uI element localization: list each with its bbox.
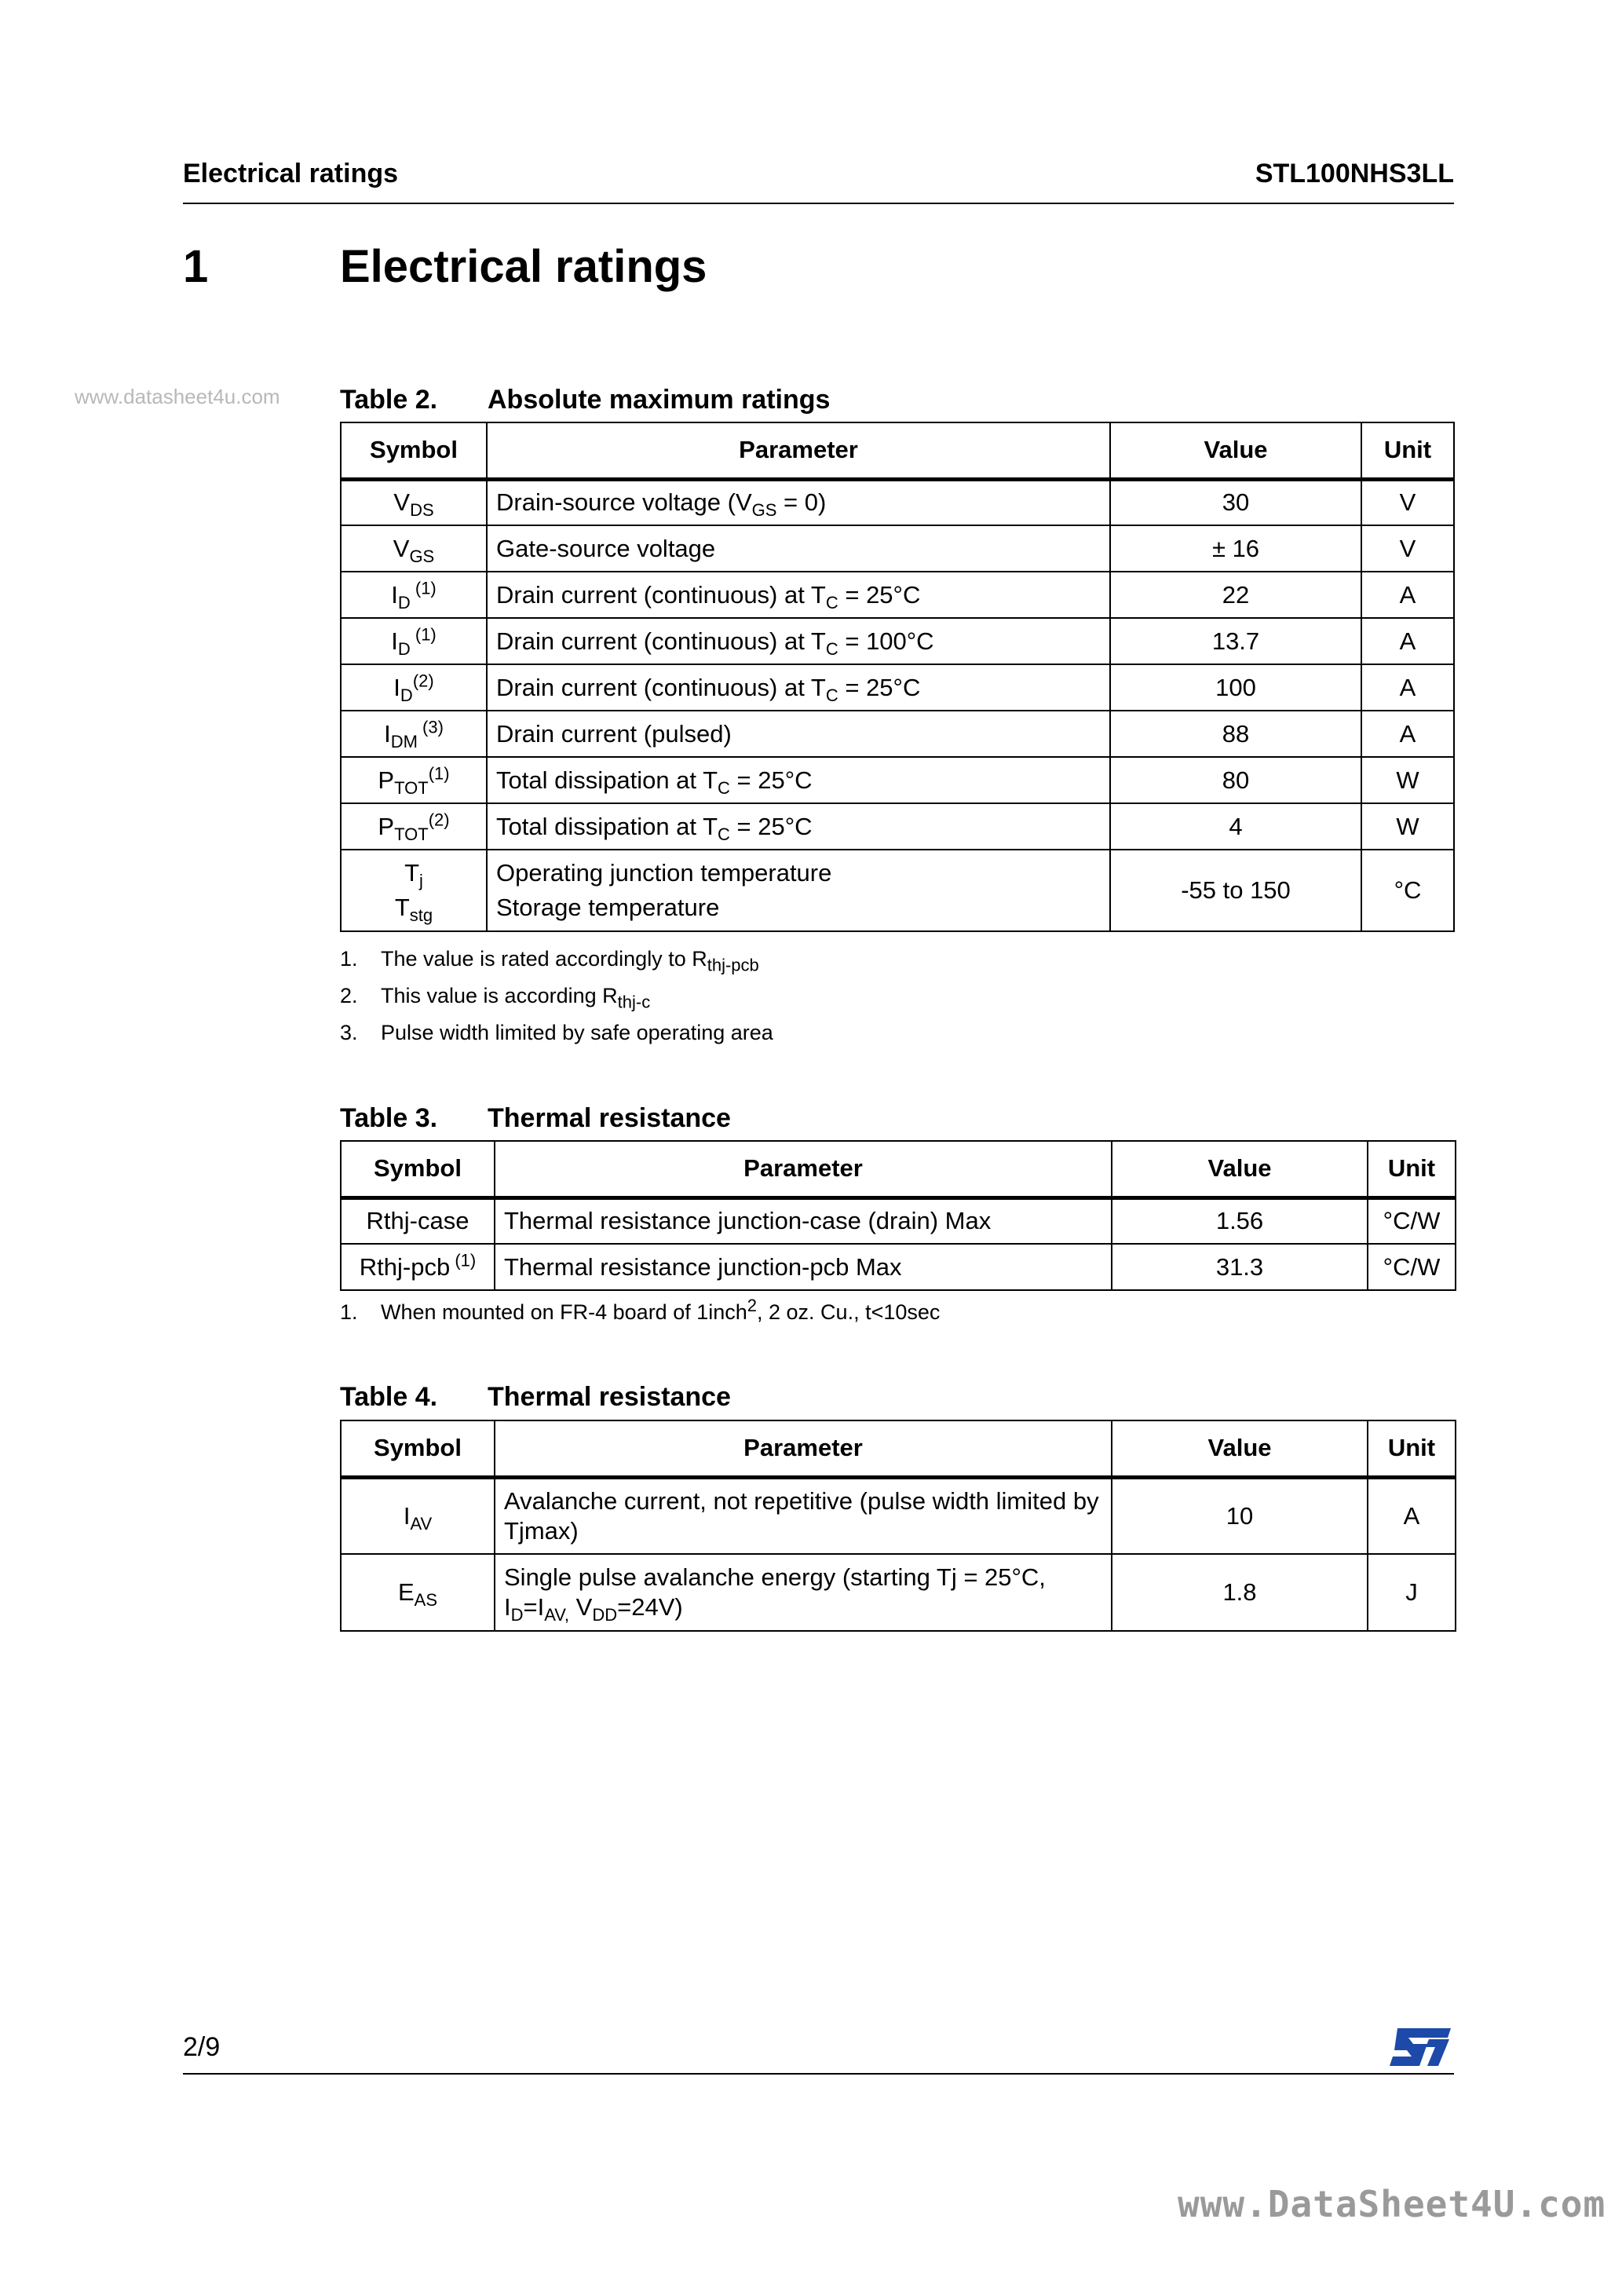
unit-cell: W (1361, 803, 1454, 850)
watermark-bottom[interactable]: www.DataSheet4U.com (1178, 2183, 1606, 2225)
symbol-cell: $I_D$ $^{(1)}$ (341, 618, 487, 664)
value-cell: 13.7 (1110, 618, 1361, 664)
st-logo (1388, 2027, 1452, 2067)
parameter-cell: Drain current (continuous) at $T_C = 100^\circ C$ (487, 618, 1110, 664)
table-header-row (341, 1141, 1456, 1197)
symbol-cell: $V_{DS}$ (341, 479, 487, 525)
unit-cell: °C/W (1368, 1197, 1456, 1244)
symbol-cell: Rthj-pcb $^{(1)}$ (341, 1244, 495, 1290)
unit-cell: V (1361, 525, 1454, 572)
table-row (341, 850, 1454, 931)
header-section-title: Electrical ratings (183, 159, 399, 188)
parameter-cell: Drain-source voltage $(V_{GS} = 0)$ (487, 479, 1110, 525)
symbol-cell: $I_{AV}$ (341, 1477, 495, 1554)
symbol-cell: $I_{DM}$ $^{(3)}$ (341, 711, 487, 757)
col-value: Value (1112, 1141, 1368, 1197)
unit-cell: W (1361, 757, 1454, 803)
table2-footnote-1: 1. The value is rated accordingly to $R_{thj-pcb}$ (340, 947, 759, 975)
col-symbol: Symbol (341, 1141, 495, 1197)
unit-cell: A (1361, 572, 1454, 618)
symbol-cell: Rthj-case (341, 1197, 495, 1244)
table-row (341, 1477, 1456, 1554)
unit-cell: A (1361, 664, 1454, 711)
value-cell: 31.3 (1112, 1244, 1368, 1290)
header-rule (183, 203, 1454, 204)
symbol-cell: $P_{TOT}^{(2)}$ (341, 803, 487, 850)
parameter-cell: Drain current (continuous) at $T_C = 25^\circ C$ (487, 572, 1110, 618)
parameter-cell: Drain current (continuous) at $T_C = 25^\circ C$ (487, 664, 1110, 711)
table-row (341, 757, 1454, 803)
unit-cell: °C/W (1368, 1244, 1456, 1290)
value-cell: 30 (1110, 479, 1361, 525)
section-title: Electrical ratings (340, 241, 707, 292)
table2-absolute-max-ratings (340, 422, 1455, 932)
watermark-top[interactable]: www.datasheet4u.com (75, 385, 280, 408)
value-cell: 100 (1110, 664, 1361, 711)
value-cell: 10 (1112, 1477, 1368, 1554)
symbol-cell: $P_{TOT}^{(1)}$ (341, 757, 487, 803)
header-part-number: STL100NHS3LL (1255, 159, 1454, 188)
value-cell: 4 (1110, 803, 1361, 850)
table4-thermal-resistance (340, 1420, 1456, 1632)
symbol-cell: $I_D^{(2)}$ (341, 664, 487, 711)
value-cell: 1.56 (1112, 1197, 1368, 1244)
table3-thermal-resistance (340, 1140, 1456, 1291)
page-number: 2/9 (183, 2032, 221, 2062)
col-value: Value (1112, 1420, 1368, 1477)
table2-label: Table 2. (340, 385, 438, 415)
col-parameter: Parameter (487, 422, 1110, 479)
table-row (341, 664, 1454, 711)
parameter-cell: Thermal resistance junction-pcb Max (495, 1244, 1112, 1290)
unit-cell: A (1361, 711, 1454, 757)
section-number: 1 (183, 241, 209, 292)
symbol-cell: $I_D$ $^{(1)}$ (341, 572, 487, 618)
symbol-cell: $T_j$ $T_{stg}$ (341, 850, 487, 931)
table3-footnote-1: 1. When mounted on FR-4 board of 1inch$^2$, 2 oz. Cu., t<10sec (340, 1296, 941, 1324)
unit-cell: A (1361, 618, 1454, 664)
table-row (341, 711, 1454, 757)
col-parameter: Parameter (495, 1141, 1112, 1197)
table2-footnote-3: 3. Pulse width limited by safe operating area (340, 1021, 773, 1044)
symbol-cell: $V_{GS}$ (341, 525, 487, 572)
symbol-cell: $E_{AS}$ (341, 1554, 495, 1631)
table4-caption (340, 1382, 1125, 1413)
parameter-cell: Thermal resistance junction-case (drain) Max (495, 1197, 1112, 1244)
st-logo-icon (1388, 2027, 1452, 2067)
table-row (341, 1244, 1456, 1290)
table-row (341, 803, 1454, 850)
col-value: Value (1110, 422, 1361, 479)
table-row (341, 1197, 1456, 1244)
table2-footnote-2: 2. This value is according $R_{thj-c}$ (340, 984, 651, 1012)
col-unit: Unit (1361, 422, 1454, 479)
parameter-cell: Total dissipation at $T_C = 25^\circ C$ (487, 803, 1110, 850)
table4-label: Table 4. (340, 1382, 438, 1412)
parameter-cell: Drain current (pulsed) (487, 711, 1110, 757)
value-cell: 88 (1110, 711, 1361, 757)
table4-title: Thermal resistance (488, 1382, 731, 1412)
table-row (341, 1554, 1456, 1631)
col-unit: Unit (1368, 1420, 1456, 1477)
table3-title: Thermal resistance (488, 1103, 731, 1133)
table-row (341, 525, 1454, 572)
col-unit: Unit (1368, 1141, 1456, 1197)
value-cell: ± 16 (1110, 525, 1361, 572)
table-row (341, 572, 1454, 618)
col-parameter: Parameter (495, 1420, 1112, 1477)
unit-cell: A (1368, 1477, 1456, 1554)
col-symbol: Symbol (341, 1420, 495, 1477)
table-row (341, 618, 1454, 664)
value-cell: 22 (1110, 572, 1361, 618)
unit-cell: V (1361, 479, 1454, 525)
value-cell: -55 to 150 (1110, 850, 1361, 931)
table3-label: Table 3. (340, 1103, 438, 1133)
table-header-row (341, 422, 1454, 479)
table3-caption (340, 1103, 1125, 1135)
col-symbol: Symbol (341, 422, 487, 479)
parameter-cell: Total dissipation at $T_C = 25^\circ C$ (487, 757, 1110, 803)
unit-cell: J (1368, 1554, 1456, 1631)
parameter-cell: Operating junction temperature Storage temperature (487, 850, 1110, 931)
unit-cell: °C (1361, 850, 1454, 931)
parameter-cell: Gate-source voltage (487, 525, 1110, 572)
table2-caption (340, 385, 1125, 416)
table-header-row (341, 1420, 1456, 1477)
parameter-cell: Single pulse avalanche energy (starting Tj = 25°C, $I_D=I_{AV,}$ $V_{DD}=24V$) (495, 1554, 1112, 1631)
footer-rule (183, 2073, 1454, 2075)
parameter-cell: Avalanche current, not repetitive (pulse width limited by Tjmax) (495, 1477, 1112, 1554)
table2-title: Absolute maximum ratings (488, 385, 831, 415)
value-cell: 1.8 (1112, 1554, 1368, 1631)
value-cell: 80 (1110, 757, 1361, 803)
table-row (341, 479, 1454, 525)
